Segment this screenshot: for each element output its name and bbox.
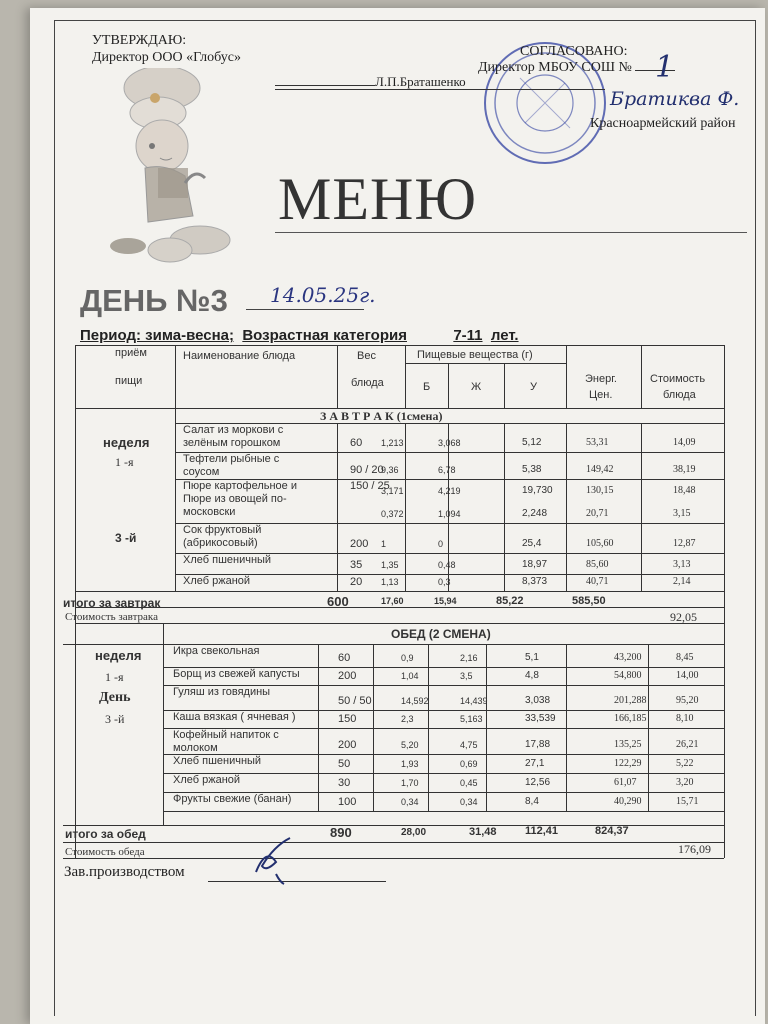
col-weight-divider [405,345,406,408]
table-col-divider [486,754,487,773]
dish-carbs: 12,56 [525,777,551,788]
header-carbs: У [530,381,537,393]
age-category-label: Возрастная категория [242,327,407,344]
table-right-border [724,345,725,858]
dish-energy: 166,185 [614,713,647,724]
dish-cost: 12,87 [673,538,696,549]
table-col-divider [486,710,487,728]
table-col-divider [648,754,649,773]
dish-weight: 100 [338,796,357,808]
dish-fat: 0,45 [460,778,478,788]
table-col-divider [486,728,487,754]
table-col-divider [428,667,429,685]
header-weight-bottom: блюда [351,377,384,389]
table-col-divider [318,773,319,792]
header-protein: Б [423,381,431,393]
header-cost-top: Стоимость [650,373,706,385]
breakfast-week-label: неделя [103,435,150,450]
dish-fat: 0,69 [460,759,478,769]
dish-name: Пюре из овощей по- [183,493,287,505]
table-col-divider [373,710,374,728]
table-col-divider [566,710,567,728]
menu-table [63,345,724,858]
dish-cost: 5,22 [676,758,694,769]
breakfast-total-top [75,591,724,592]
dish-protein: 1,213 [381,438,404,448]
dish-weight: 200 [350,538,369,550]
table-col-divider [428,754,429,773]
dish-weight: 90 / 20 [350,464,384,476]
dish-name: Каша вязкая ( ячневая ) [173,711,296,723]
dish-cost: 18,48 [673,485,696,496]
table-col-divider [641,479,642,523]
lunch-day-value: 3 -й [105,712,125,726]
dish-protein: 3,171 [381,486,404,496]
lunch-total-protein: 28,00 [401,827,427,838]
lunch-cost-bottom [63,858,724,859]
dish-energy-second: 20,71 [586,508,609,519]
dish-carbs: 3,038 [525,695,551,706]
table-col-divider [428,773,429,792]
dish-carbs: 19,730 [522,485,553,496]
table-top-border [75,345,724,346]
lunch-week-value: 1 -я [105,670,124,684]
header-cost-bottom: блюда [663,389,696,401]
table-col-divider [337,553,338,574]
dish-carbs: 33,539 [525,713,556,724]
dish-name: Салат из моркови с [183,424,284,436]
age-unit: лет. [490,327,519,344]
table-col-divider [318,685,319,710]
dish-weight: 20 [350,576,363,588]
dish-energy: 54,800 [614,670,642,681]
approve-position: Директор ООО «Глобус» [92,50,241,65]
dish-name: московски [183,506,236,518]
dish-carbs: 5,1 [525,652,539,663]
table-col-divider [486,792,487,811]
agreed-signature-line [275,89,605,90]
dish-energy: 130,15 [586,485,614,496]
lunch-cost-value: 176,09 [678,842,711,856]
dish-protein: 0,34 [401,797,419,807]
approve-name: Л.П.Браташенко [375,74,466,89]
breakfast-total-label: итого за завтрак [63,596,161,610]
dish-energy: 122,29 [614,758,642,769]
table-col-divider [648,710,649,728]
dish-name: Фрукты свежие (банан) [173,793,292,805]
approve-signature-blank [275,85,375,86]
period-label: Период: зима-весна; [80,327,234,344]
dish-protein: 1,04 [401,671,419,681]
table-col-divider [337,523,338,553]
dish-name: Кофейный напиток с [173,729,279,741]
table-col-divider [641,574,642,591]
dish-name: Тефтели рыбные с [183,453,280,465]
dish-fat: 14,439 [460,696,488,706]
period-line [80,327,519,344]
table-col-divider [428,792,429,811]
dish-carbs: 5,38 [522,464,542,475]
lunch-cost-label: Стоимость обеда [65,846,145,858]
dish-cost: 8,10 [676,713,694,724]
dish-weight: 150 / 25 [350,480,390,492]
table-col-divider [641,553,642,574]
breakfast-total-energy: 585,50 [572,595,606,607]
dish-fat-second: 1,094 [438,509,461,519]
dish-energy: 53,31 [586,437,609,448]
dish-energy: 85,60 [586,559,609,570]
header-energy-bottom: Цен. [589,389,613,401]
table-col-divider [373,644,374,667]
approve-block [92,32,241,66]
dish-protein: 5,20 [401,740,419,750]
dish-weight: 35 [350,559,363,571]
table-col-divider [566,773,567,792]
dish-cost: 38,19 [673,464,696,475]
table-col-divider [486,644,487,667]
dish-name: Пюре картофельное и [183,480,297,492]
col-zh-divider [504,363,505,408]
breakfast-day-value: 3 -й [115,531,137,545]
table-col-divider [566,574,567,591]
header-energy-top: Энерг. [585,373,617,385]
dish-fat: 3,5 [460,671,473,681]
table-col-divider [428,728,429,754]
lunch-cost-top [63,842,724,843]
dish-name: молоком [173,742,218,754]
dish-protein: 1 [381,539,387,549]
dish-energy: 40,290 [614,796,642,807]
lunch-meal-divider [163,623,164,825]
table-col-divider [373,667,374,685]
breakfast-total-weight: 600 [327,594,349,609]
table-col-divider [504,523,505,553]
lunch-total-weight: 890 [330,825,352,840]
dish-carbs: 4,8 [525,670,539,681]
breakfast-section-title: З А В Т Р А К (1смена) [320,409,443,423]
dish-cost: 26,21 [676,739,699,750]
table-col-divider [428,644,429,667]
dish-cost: 95,20 [676,695,699,706]
table-col-divider [648,644,649,667]
header-weight-top: Вес [357,350,376,362]
agreed-title: СОГЛАСОВАНО: [520,44,628,59]
dish-weight: 60 [338,652,351,664]
lunch-section-title: ОБЕД (2 СМЕНА) [391,627,491,641]
table-row-divider [163,811,724,812]
dish-name: Борщ из свежей капусты [173,668,300,680]
dish-protein: 1,70 [401,778,419,788]
col-b-divider [448,363,449,408]
table-col-divider [373,773,374,792]
dish-weight: 50 [338,758,351,770]
dish-carbs: 17,88 [525,739,551,750]
table-col-divider [504,452,505,479]
breakfast-total-protein: 17,60 [381,596,404,606]
chef-mascot-illustration [100,68,240,268]
dish-energy: 135,25 [614,739,642,750]
table-col-divider [318,754,319,773]
dish-fat: 2,16 [460,653,478,663]
table-col-divider [504,553,505,574]
dish-protein: 14,592 [401,696,429,706]
dish-cost: 8,45 [676,652,694,663]
dish-cost: 14,00 [676,670,699,681]
day-date-line [246,309,364,310]
col-dish-divider [337,345,338,408]
agreed-position [478,60,675,76]
breakfast-week-value: 1 -я [115,455,134,469]
table-col-divider [648,728,649,754]
production-manager-label: Зав.производством [64,864,185,880]
breakfast-cost-value: 92,05 [670,610,697,624]
dish-energy: 201,288 [614,695,647,706]
dish-fat: 4,75 [460,740,478,750]
dish-cost: 3,13 [673,559,691,570]
table-col-divider [566,685,567,710]
day-date-handwritten: 14.05.25г. [270,283,376,307]
table-col-divider [373,728,374,754]
lunch-day-label: День [99,690,131,705]
table-col-divider [318,792,319,811]
lunch-total-energy: 824,37 [595,825,629,837]
dish-weight: 200 [338,670,357,682]
table-col-divider [566,792,567,811]
region-label: Красноармейский район [590,116,736,131]
table-col-divider [373,792,374,811]
table-row-divider [163,773,724,774]
table-col-divider [566,523,567,553]
dish-energy: 43,200 [614,652,642,663]
lunch-total-fat: 31,48 [469,826,497,838]
dish-name: зелёным горошком [183,437,281,449]
dish-energy: 40,71 [586,576,609,587]
table-col-divider [337,574,338,591]
table-col-divider [641,523,642,553]
table-col-divider [504,423,505,452]
breakfast-cost-top [75,607,724,608]
dish-name: соусом [183,466,220,478]
table-col-divider [566,423,567,452]
handwritten-school-number: 1 [655,50,675,85]
table-col-divider [648,685,649,710]
table-col-divider [486,667,487,685]
table-col-divider [648,773,649,792]
age-range: 7-11 [453,327,483,344]
table-col-divider [405,553,406,574]
table-col-divider [318,644,319,667]
breakfast-cost-label: Стоимость завтрака [65,611,158,623]
table-col-divider [566,479,567,523]
approve-title: УТВЕРЖДАЮ: [92,33,187,48]
table-col-divider [566,754,567,773]
dish-carbs-second: 2,248 [522,508,548,519]
dish-fat: 3,068 [438,438,461,448]
dish-carbs: 8,4 [525,796,539,807]
header-meal-top: приём [115,347,147,359]
dish-name: (абрикосовый) [183,537,258,549]
dish-name: Сок фруктовый [183,524,262,536]
dish-cost-second: 3,15 [673,508,691,519]
table-col-divider [318,728,319,754]
col-u-divider [566,345,567,408]
table-col-divider [448,523,449,553]
handwritten-initials-signature [248,832,308,892]
title-underline [275,232,747,233]
dish-carbs: 5,12 [522,437,542,448]
dish-protein: 9,36 [381,465,399,475]
dish-weight: 200 [338,739,357,751]
dish-fat: 0,48 [438,560,456,570]
dish-protein: 2,3 [401,714,414,724]
table-col-divider [641,423,642,452]
table-col-divider [428,710,429,728]
dish-cost: 2,14 [673,576,691,587]
col-meal-divider [175,345,176,591]
lunch-week-label: неделя [95,648,142,663]
dish-fat: 6,78 [438,465,456,475]
dish-name: Хлеб ржаной [173,774,241,786]
table-col-divider [504,479,505,523]
dish-fat: 0 [438,539,444,549]
dish-protein: 0,9 [401,653,414,663]
dish-energy: 149,42 [586,464,614,475]
table-col-divider [405,423,406,452]
dish-weight: 30 [338,777,351,789]
dish-weight: 50 / 50 [338,695,372,707]
dish-name: Икра свекольная [173,645,260,657]
header-fat: Ж [471,381,482,393]
table-col-divider [337,479,338,523]
dish-cost: 15,71 [676,796,699,807]
table-col-divider [566,728,567,754]
dish-protein: 1,93 [401,759,419,769]
breakfast-total-carbs: 85,22 [496,595,524,607]
table-col-divider [566,644,567,667]
approve-signature-line [275,74,466,90]
table-col-divider [405,574,406,591]
dish-energy: 61,07 [614,777,637,788]
header-meal-bottom: пищи [115,375,143,387]
dish-protein: 1,13 [381,577,399,587]
dish-weight: 150 [338,713,357,725]
dish-carbs: 27,1 [525,758,545,769]
table-col-divider [405,523,406,553]
dish-name: Хлеб пшеничный [183,554,272,566]
header-dish: Наименование блюда [183,350,296,362]
table-col-divider [486,773,487,792]
dish-protein-second: 0,372 [381,509,404,519]
col-energy-divider [641,345,642,408]
table-col-divider [648,792,649,811]
dish-fat: 0,3 [438,577,451,587]
agreed-position-text: Директор МБОУ СОШ № [478,60,632,75]
breakfast-total-fat: 15,94 [434,596,457,606]
breakfast-cost-bottom [75,623,724,624]
dish-carbs: 18,97 [522,559,548,570]
dish-energy: 105,60 [586,538,614,549]
table-col-divider [337,423,338,452]
header-nutrients: Пищевые вещества (г) [417,349,533,361]
table-col-divider [405,479,406,523]
table-col-divider [566,667,567,685]
table-col-divider [318,710,319,728]
dish-name: Гуляш из говядины [173,686,271,698]
page-title: МЕНЮ [278,166,477,232]
lunch-total-label: итого за обед [65,827,146,841]
table-col-divider [641,452,642,479]
table-col-divider [504,574,505,591]
handwritten-signature: Братиква Ф. [610,88,740,110]
lunch-total-carbs: 112,41 [525,825,559,837]
table-col-divider [318,667,319,685]
dish-fat: 5,163 [460,714,483,724]
dish-name: Хлеб пшеничный [173,755,262,767]
nutrients-divider [405,363,566,364]
dish-weight: 60 [350,437,363,449]
table-col-divider [405,452,406,479]
dish-carbs: 8,373 [522,576,548,587]
table-col-divider [337,452,338,479]
dish-fat: 0,34 [460,797,478,807]
dish-cost: 3,20 [676,777,694,788]
table-col-divider [566,553,567,574]
dish-carbs: 25,4 [522,538,542,549]
table-col-divider [373,754,374,773]
dish-fat: 4,219 [438,486,461,496]
dish-name: Хлеб ржаной [183,575,251,587]
day-label: ДЕНЬ №3 [80,283,228,318]
table-col-divider [566,452,567,479]
table-col-divider [373,685,374,710]
table-col-divider [648,667,649,685]
dish-protein: 1,35 [381,560,399,570]
dish-cost: 14,09 [673,437,696,448]
